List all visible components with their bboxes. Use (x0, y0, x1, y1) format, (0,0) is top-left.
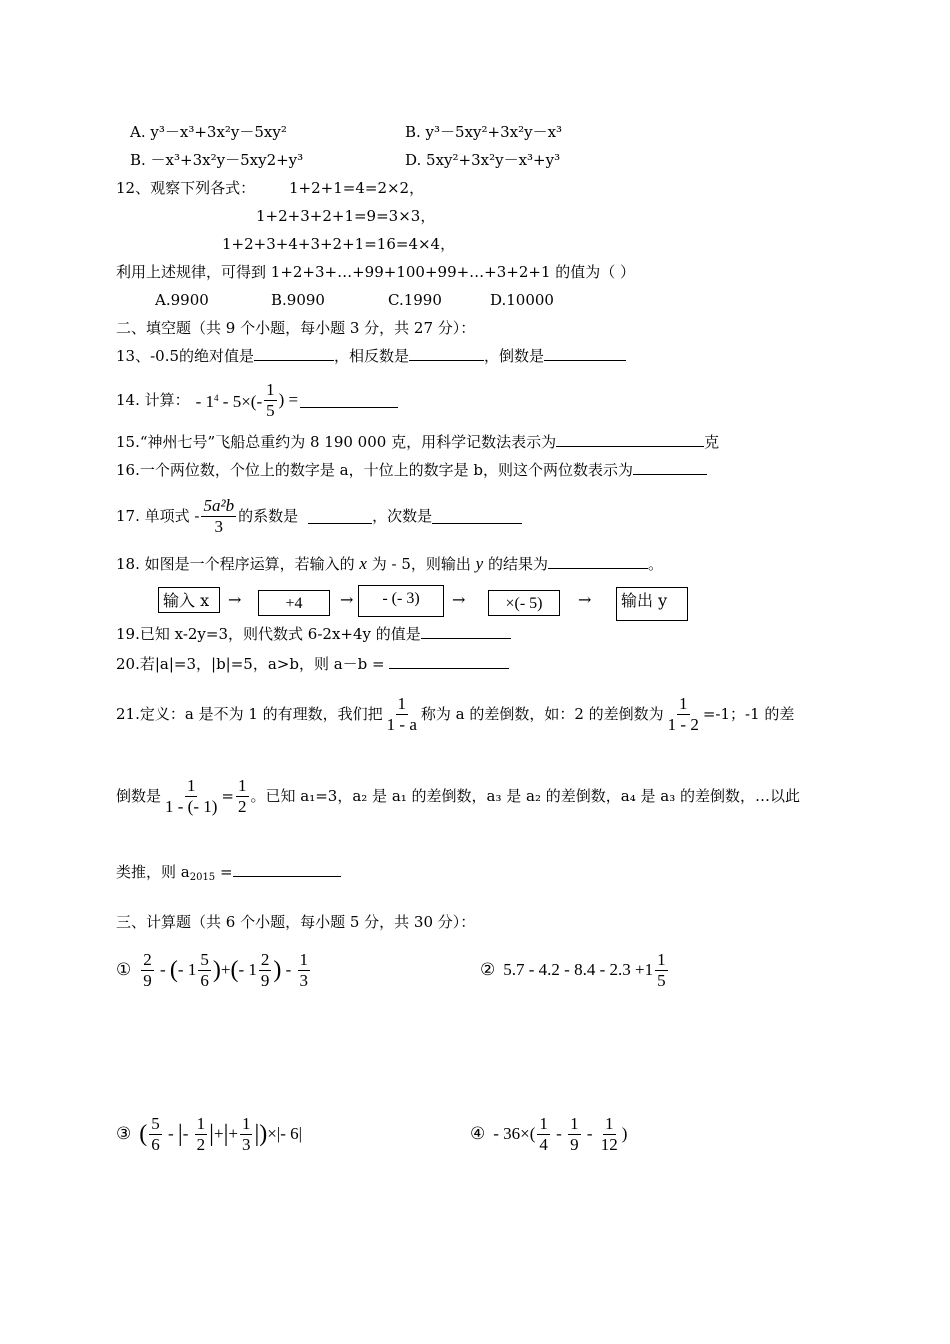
q14 (116, 378, 398, 422)
q17-blank-1[interactable] (308, 509, 372, 524)
q14-fraction-num: 1 (266, 379, 275, 399)
q13-text-2: ，相反数是 (334, 347, 410, 365)
q21-text-2: 称为 a 的差倒数，如：2 的差倒数为 (420, 705, 664, 723)
q21-fraction-1-den: 1 - a (386, 714, 417, 734)
q12-option-c: C.1990 (388, 291, 442, 309)
q21-line-2 (116, 772, 800, 820)
q19 (116, 624, 511, 644)
flow-minus-neg3-box: - (- 3) (358, 585, 444, 617)
q17-label: 17. 单项式 - (116, 507, 200, 525)
flow-times-neg5-box: ×(- 5) (488, 590, 560, 616)
flow-output-box: 输出 y (616, 587, 688, 621)
q15 (116, 432, 719, 452)
q21-text-3: =-1；-1 的差 (702, 705, 795, 723)
q21-blank[interactable] (233, 862, 341, 877)
q21-line-1 (116, 690, 794, 738)
q16 (116, 460, 707, 480)
flow-arrow-2: → (340, 590, 354, 609)
q15-blank[interactable] (556, 432, 704, 447)
calc-3: ③ ( $\frac{5}{6}$ - | - $\frac{1}{2}$ | + | + $\frac{1}{3}$ | ) ×|- 6| (116, 1113, 303, 1154)
q14-expr-a: - 1 (195, 392, 215, 411)
calc-1-label: ① (116, 960, 132, 979)
q18-text-c: 的结果为 (488, 555, 549, 573)
q13-text-3: ，倒数是 (484, 347, 545, 365)
q12-title: 12、观察下列各式： (116, 179, 256, 197)
q17-text-2: ，次数是 (372, 507, 433, 525)
q14-expr-c: ) = (278, 390, 299, 409)
q18-var-x: x (359, 554, 367, 573)
q17-fraction (201, 496, 236, 537)
q16-blank[interactable] (633, 460, 707, 475)
q13-blank-3[interactable] (544, 346, 626, 361)
q17-fraction-den: 3 (214, 516, 224, 536)
q19-text: 19.已知 x-2y=3，则代数式 6-2x+4y 的值是 (116, 625, 421, 643)
q14-fraction (264, 380, 277, 421)
q12-eq1: 1+2+1=4=2×2， (289, 179, 425, 197)
calc-4-label: ④ (470, 1124, 486, 1143)
calc-2-expr: 5.7 - 4.2 - 8.4 - 2.3 +1 (503, 960, 654, 979)
q14-exponent: 4 (214, 393, 219, 403)
q20 (116, 654, 509, 674)
q21-subscript: 2015 (189, 872, 216, 883)
calc-4-expr: - 36×( (493, 1124, 536, 1143)
q19-blank[interactable] (421, 624, 511, 639)
q21-text-6: 类推，则 a (116, 863, 190, 881)
q15-unit: 克 (704, 433, 720, 451)
q12-eq2: 1+2+3+2+1=9=3×3， (256, 207, 436, 225)
q11-option-d: D. 5xy²+3x²y－x³+y³ (405, 151, 561, 169)
q17 (116, 492, 522, 540)
q21-fraction-4-den: 2 (238, 796, 247, 816)
q18-text-b: 为 - 5，则输出 (371, 555, 471, 573)
q17-blank-2[interactable] (432, 509, 522, 524)
q11-option-a: A. y³－x³+3x²y－5xy² (130, 123, 287, 141)
q14-expr-b: - 5×(- (218, 392, 263, 411)
calc-2-label: ② (480, 960, 496, 979)
q14-label: 14. 计算： (116, 391, 190, 409)
q21-fraction-2-num: 1 (679, 693, 688, 713)
q21-line-3 (116, 862, 341, 888)
q11-option-b: B. y³－5xy²+3x²y－x³ (405, 123, 563, 141)
q21-fraction-1-num: 1 (397, 693, 407, 713)
calc-1: ① $\frac{2}{9}$ - ( - 1 $\frac{5}{6}$ ) + ( - 1 $\frac{2}{9}$ ) - $\frac{1}{3}$ (116, 949, 309, 990)
q21-fraction-3 (163, 776, 219, 817)
q18-var-y: y (475, 554, 484, 573)
q18-text-a: 18. 如图是一个程序运算，若输入的 (116, 555, 355, 573)
q21-fraction-1 (385, 694, 419, 735)
q12-option-d: D.10000 (490, 291, 554, 309)
q18 (116, 554, 663, 574)
q17-fraction-num: 5a²b (203, 495, 235, 515)
calc-4: ④ - 36×( $\frac{1}{4}$ - $\frac{1}{9}$ - $\frac{1}{12}$ ) (470, 1113, 628, 1154)
q13 (116, 346, 626, 366)
q13-text-1: 13、-0.5的绝对值是 (116, 347, 255, 365)
q21-fraction-4 (236, 776, 249, 817)
q14-blank[interactable] (300, 393, 398, 408)
q21-fraction-2-den: 1 - 2 (667, 714, 699, 734)
q12-option-b: B.9090 (271, 291, 325, 309)
q21-equals: = (221, 787, 234, 805)
q21-text-4: 倒数是 (116, 787, 162, 805)
q16-text: 16.一个两位数，个位上的数字是 a，十位上的数字是 b，则这个两位数表示为 (116, 461, 633, 479)
q20-text: 20.若|a|=3，|b|=5，a>b，则 a－b = (116, 655, 385, 673)
q15-text: 15.“神州七号”飞船总重约为 8 190 000 克，用科学记数法表示为 (116, 433, 557, 451)
flow-input-box: 输入 x (158, 587, 220, 613)
q11-option-b-left: B. －x³+3x²y－5xy2+y³ (130, 151, 304, 169)
q21-fraction-2 (666, 694, 701, 735)
calc-3-label: ③ (116, 1124, 132, 1143)
q21-text-1: 21.定义：a 是不为 1 的有理数，我们把 (116, 705, 383, 723)
section-3-heading: 三、计算题（共 6 个小题，每小题 5 分，共 30 分）： (116, 913, 476, 931)
calc-2: ② 5.7 - 4.2 - 8.4 - 2.3 +1 $\frac{1}{5}$ (480, 949, 666, 990)
section-2-heading: 二、填空题（共 9 个小题，每小题 3 分，共 27 分）： (116, 319, 476, 337)
flow-plus4-box: +4 (258, 590, 330, 616)
q13-blank-1[interactable] (254, 346, 334, 361)
flow-arrow-4: → (578, 590, 592, 609)
q21-fraction-4-num: 1 (238, 775, 247, 795)
q18-end: 。 (648, 555, 664, 573)
q13-blank-2[interactable] (409, 346, 484, 361)
q14-fraction-den: 5 (266, 400, 275, 420)
q12-question: 利用上述规律，可得到 1+2+3+…+99+100+99+…+3+2+1 的值为（ ） (116, 263, 636, 281)
q12-option-a: A.9900 (155, 291, 209, 309)
q12-eq3: 1+2+3+4+3+2+1=16=4×4， (222, 235, 456, 253)
flow-arrow-3: → (452, 590, 466, 609)
q21-fraction-3-num: 1 (186, 775, 196, 795)
q21-text-7: = (215, 863, 233, 881)
q17-text-1: 的系数是 (238, 507, 299, 525)
q20-blank[interactable] (389, 654, 509, 669)
q18-blank[interactable] (548, 554, 648, 569)
q21-fraction-3-den: 1 - (- 1) (165, 796, 218, 816)
flow-arrow-1: → (228, 590, 242, 609)
q21-text-5: 。已知 a₁=3，a₂ 是 a₁ 的差倒数，a₃ 是 a₂ 的差倒数，a₄ 是 a₃ 的差倒数，…以此 (250, 787, 800, 805)
